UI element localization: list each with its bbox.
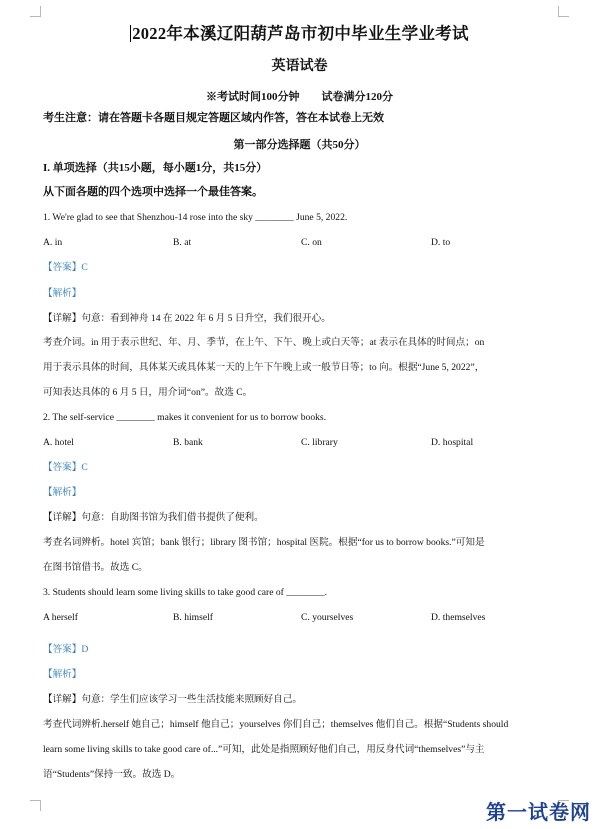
option-b: B. bank — [173, 437, 203, 448]
option-d: D. hospital — [431, 437, 474, 448]
part-heading: 第一部分选择题（共50分） — [233, 139, 366, 151]
detail-line: 在图书馆借书。故选 C。 — [43, 562, 148, 573]
detail-line: 考查名词辨析。hotel 宾馆；bank 银行；library 图书馆；hospital 医院。根据“for us to borrow books.”可知是 — [43, 537, 485, 548]
detail-line: 可知表达具体的 6 月 5 日，用介词“on”。故选 C。 — [43, 387, 253, 398]
question-stem: 3. Students should learn some living skills to take good care of ________. — [43, 587, 328, 598]
section-heading: I. 单项选择（共15小题，每小题1分，共15分） — [43, 162, 268, 174]
watermark-logo: 第一试卷网 — [486, 800, 591, 824]
option-d: D. to — [431, 237, 451, 248]
page-corner-mark — [30, 800, 41, 811]
detail-line: 【详解】句意：学生们应该学习一些生活技能来照顾好自己。 — [43, 694, 303, 705]
option-a: A. in — [43, 237, 63, 248]
detail-line: 考查介词。in 用于表示世纪、年、月、季节，在上午、下午、晚上或白天等；at 表示在具体的时间点；on — [43, 337, 485, 348]
option-d: D. themselves — [431, 612, 486, 623]
page-corner-mark — [30, 6, 41, 17]
option-c: C. yourselves — [301, 612, 354, 623]
detail-line: learn some living skills to take good care of...”可知，此处是指照顾好他们自己，用反身代词“themselves”与主 — [43, 744, 485, 755]
answer-label: 【答案】C — [43, 262, 88, 273]
exam-info: ※考试时间100分钟 试卷满分120分 — [206, 91, 393, 103]
page-corner-mark — [558, 6, 569, 17]
exam-title: 2022年本溪辽阳葫芦岛市初中毕业生学业考试 — [132, 24, 469, 43]
detail-line: 【详解】句意：自助图书馆为我们借书提供了便利。 — [43, 512, 264, 523]
exam-notice: 考生注意：请在答题卡各题目规定答题区域内作答，答在本试卷上无效 — [43, 112, 384, 124]
option-a: A. hotel — [43, 437, 74, 448]
analysis-label: 【解析】 — [43, 288, 82, 299]
option-b: B. himself — [173, 612, 213, 623]
option-c: C. on — [301, 237, 322, 248]
detail-line: 考查代词辨析.herself 她自己；himself 他自己；yourselves 你们自己；themselves 他们自己。根据“Students should — [43, 719, 509, 730]
question-stem: 2. The self-service ________ makes it convenient for us to borrow books. — [43, 412, 327, 423]
option-a: A herself — [43, 612, 78, 623]
analysis-label: 【解析】 — [43, 669, 82, 680]
detail-line: 用于表示具体的时间，具体某天或具体某一天的上午下午晚上或一般节日等；to 向。根据“June 5, 2022”， — [43, 362, 485, 373]
answer-label: 【答案】C — [43, 462, 88, 473]
detail-line: 语“Students”保持一致。故选 D。 — [43, 769, 181, 780]
section-instruction: 从下面各题的四个选项中选择一个最佳答案。 — [43, 186, 263, 198]
detail-line: 【详解】句意：看到神舟 14 在 2022 年 6 月 5 日升空，我们很开心。 — [43, 313, 331, 324]
option-c: C. library — [301, 437, 338, 448]
answer-label: 【答案】D — [43, 644, 89, 655]
exam-subtitle: 英语试卷 — [271, 59, 328, 74]
analysis-label: 【解析】 — [43, 487, 82, 498]
option-b: B. at — [173, 237, 192, 248]
question-stem: 1. We're glad to see that Shenzhou-14 rose into the sky ________ June 5, 2022. — [43, 212, 348, 223]
